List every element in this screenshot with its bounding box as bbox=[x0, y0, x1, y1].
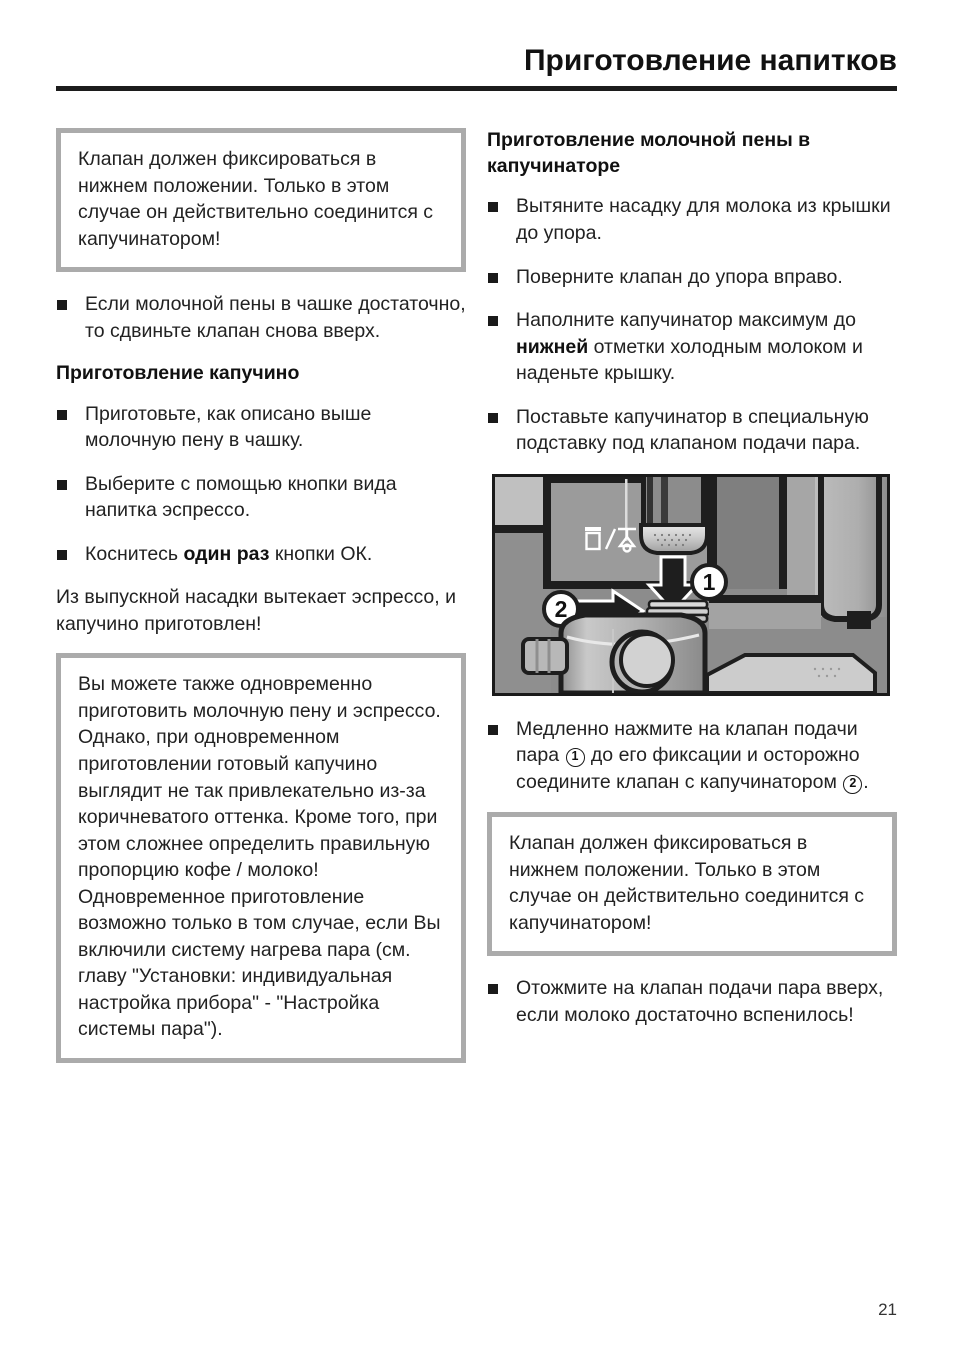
note-box-valve-lock-left bbox=[56, 128, 466, 272]
right-column bbox=[487, 128, 897, 1045]
fill-step-prefix: Наполните капучинатор максимум до bbox=[516, 309, 856, 332]
section-heading-cappuccino: Приготовление капучино bbox=[56, 362, 300, 385]
svg-text:1: 1 bbox=[702, 568, 716, 595]
list-item: Приготовьте, как описано выше молочную пену в чашку. bbox=[56, 401, 466, 454]
note-box-left-text: Клапан должен фиксироваться в нижнем положении. Только в этом случае он действительно соединится с капучинатором! bbox=[78, 148, 434, 250]
svg-text:2: 2 bbox=[554, 595, 568, 622]
final-step bbox=[487, 975, 897, 1028]
list-item-fill-level bbox=[487, 307, 897, 387]
note-box-simultaneous-text-part2: Одновременное приготовление возможно только в том случае, если Вы включили систему нагрева пара (см. главу "Установки: индивидуальная настройка прибора" - "Настройка системы пара"). bbox=[78, 885, 441, 1041]
press-step-part2: до его фиксации и осторожно соедините клапан с капучинатором bbox=[516, 744, 860, 793]
list-item-press-valve bbox=[487, 716, 897, 796]
header-divider bbox=[56, 86, 897, 91]
note-box-right-text: Клапан должен фиксироваться в нижнем положении. Только в этом случае он действительно соединится с капучинатором! bbox=[509, 832, 865, 934]
list-item: Выберите с помощью кнопки вида напитка эспрессо. bbox=[56, 471, 466, 524]
fill-step-suffix: отметки холодным молоком и наденьте крышку. bbox=[516, 335, 863, 385]
note-box-simultaneous-text-part1: Вы можете также одновременно приготовить молочную пену и эспрессо. Однако, при одновременном приготовлении готовый капучино выглядит не так привлекательно из-за коричневатого оттенка. Кроме того, при этом сложнее определить правильную пропорцию кофе / молоко! bbox=[78, 673, 441, 882]
list-item: Вытяните насадку для молока из крышки до упора. bbox=[487, 193, 897, 246]
section-heading-milk-foam: Приготовление молочной пены в капучинаторе bbox=[487, 129, 811, 177]
page-title: Приготовление напитков bbox=[523, 44, 897, 77]
callout-badge-1 bbox=[692, 565, 726, 599]
fill-step-emphasis: нижней bbox=[516, 335, 589, 358]
list-item: Поставьте капучинатор в специальную подставку под клапаном подачи пара. bbox=[487, 404, 897, 457]
valve-press-steps bbox=[487, 716, 897, 796]
press-step-part1: Медленно нажмите на клапан подачи пара bbox=[516, 717, 858, 767]
left-column bbox=[56, 128, 466, 1082]
inline-callout-2: 2 bbox=[843, 775, 862, 794]
list-item-ok-button bbox=[56, 541, 466, 568]
illustration-graphic bbox=[495, 477, 887, 693]
press-step-part3: . bbox=[863, 770, 869, 793]
cappuccino-steps bbox=[56, 401, 466, 568]
list-item: Если молочной пены в чашке достаточно, то сдвиньте клапан снова вверх. bbox=[56, 291, 466, 344]
ok-step-suffix: кнопки ОК. bbox=[269, 542, 373, 565]
steam-valve-cappuccinatore-illustration bbox=[492, 474, 890, 696]
note-box-valve-lock-right bbox=[487, 812, 897, 956]
list-item: Отожмите на клапан подачи пара вверх, если молоко достаточно вспенилось! bbox=[487, 975, 897, 1028]
milk-foam-steps bbox=[487, 193, 897, 456]
espresso-result-paragraph: Из выпускной насадки вытекает эспрессо, и капучино приготовлен! bbox=[56, 586, 456, 635]
note-box-simultaneous-preparation bbox=[56, 653, 466, 1062]
ok-step-emphasis: один раз bbox=[183, 542, 270, 565]
spout-nozzle bbox=[523, 639, 567, 673]
ok-step-prefix: Коснитесь bbox=[85, 542, 184, 565]
list-item: Поверните клапан до упора вправо. bbox=[487, 264, 897, 291]
inline-callout-1: 1 bbox=[566, 748, 585, 767]
page-number: 21 bbox=[878, 1300, 897, 1319]
page-header bbox=[56, 44, 897, 91]
left-bullets-after-note bbox=[56, 291, 466, 344]
